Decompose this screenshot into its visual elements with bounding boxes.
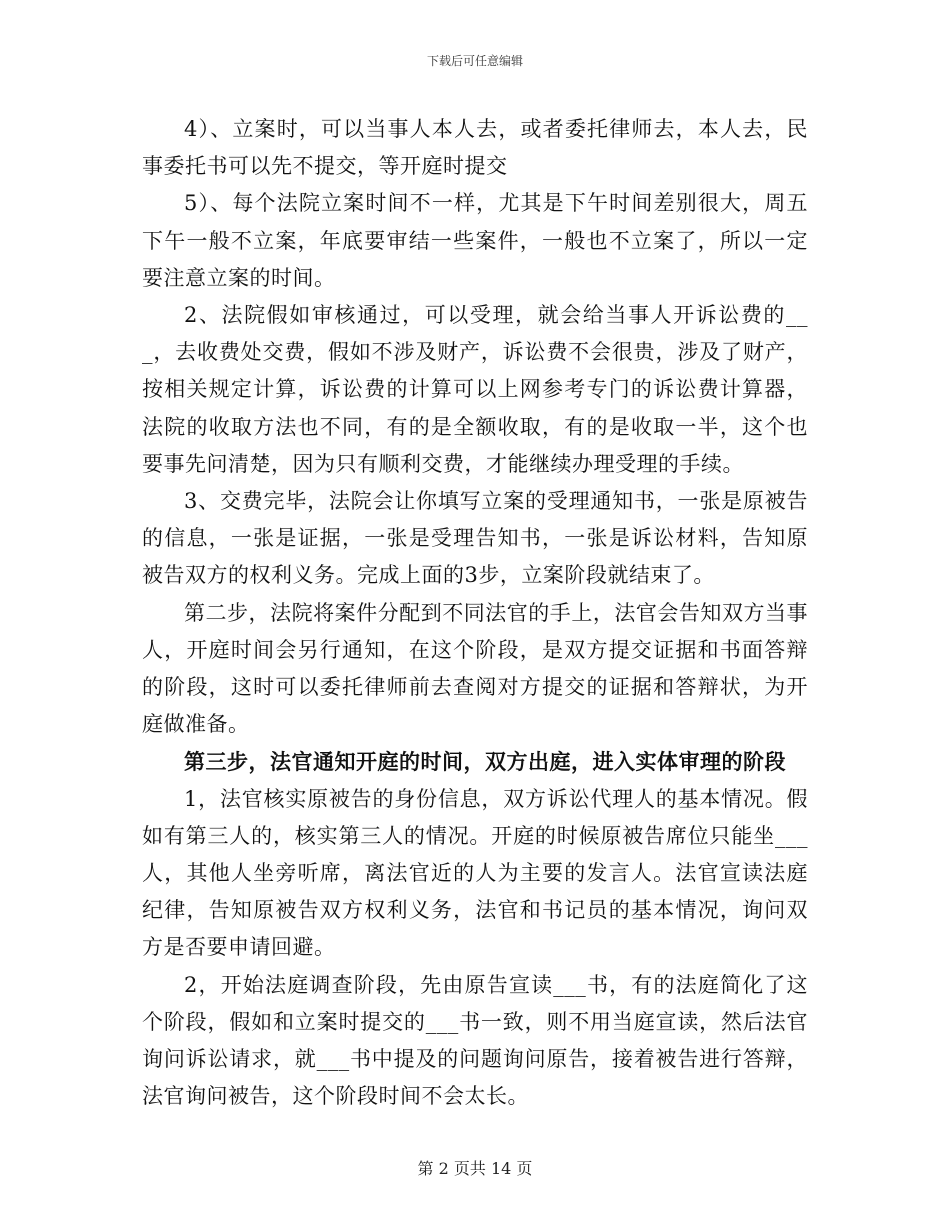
paragraph-notice-forms: 3、交费完毕，法院会让你填写立案的受理通知书，一张是原被告的信息，一张是证据，一张是受理告知书，一张是诉讼材料，告知原被告双方的权利义务。完成上面的3步，立案阶段就结束了。 (142, 489, 808, 588)
paragraph-step-5: 5）、每个法院立案时间不一样，尤其是下午时间差别很大，周五下午一般不立案，年底要审结一些案件，一般也不立案了，所以一定要注意立案的时间。 (142, 191, 808, 290)
page-header: 下载后可任意编辑 (426, 54, 523, 68)
paragraph-identity-check: 1，法官核实原被告的身份信息，双方诉讼代理人的基本情况。假如有第三人的，核实第三人的情况。开庭的时候原被告席位只能坐___人，其他人坐旁听席，离法官近的人为主要的发言人。法官宣读法庭纪律，告知原被告双方权利义务，法官和书记员的基本情况，询问双方是否要申请回避。 (142, 786, 808, 960)
paragraph-fee-payment: 2、法院假如审核通过，可以受理，就会给当事人开诉讼费的___，去收费处交费，假如不涉及财产，诉讼费不会很贵，涉及了财产，按相关规定计算，诉讼费的计算可以上网参考专门的诉讼费计算器，法院的收取方法也不同，有的是全额收取，有的是收取一半，这个也要事先问清楚，因为只有顺利交费，才能继续办理受理的手续。 (142, 303, 808, 476)
page-number: 第 2 页共 14 页 (417, 1159, 533, 1178)
paragraph-second-step: 第二步，法院将案件分配到不同法官的手上，法官会告知双方当事人，开庭时间会另行通知，在这个阶段，是双方提交证据和书面答辩的阶段，这时可以委托律师前去查阅对方提交的证据和答辩状，为开庭做准备。 (142, 600, 808, 737)
paragraph-court-investigation: 2，开始法庭调查阶段，先由原告宣读___书，有的法庭简化了这个阶段，假如和立案时提交的___书一致，则不用当庭宣读，然后法官询问诉讼请求，就___书中提及的问题询问原告，接着被告进行答辩，法官询问被告，这个阶段时间不会太长。 (142, 972, 808, 1109)
section-heading-third-step: 第三步，法官通知开庭的时间，双方出庭，进入实体审理的阶段 (184, 749, 786, 775)
paragraph-step-4: 4）、立案时，可以当事人本人去，或者委托律师去，本人去，民事委托书可以先不提交，等开庭时提交 (142, 117, 808, 179)
document-body (142, 111, 808, 1115)
